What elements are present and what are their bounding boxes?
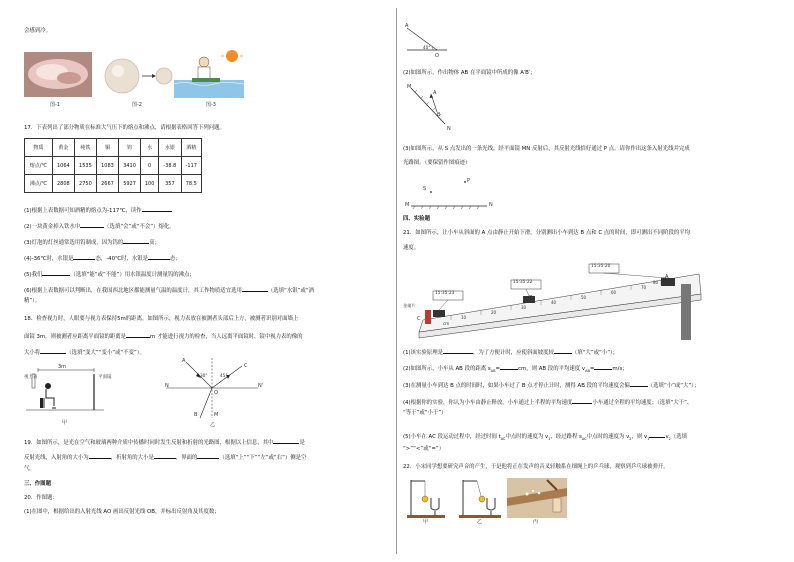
table-cell: 3410 (119, 157, 141, 175)
table-header-cell: 黄金 (52, 139, 74, 157)
table-cell: 78.5 (181, 175, 201, 193)
table-cell: 1083 (96, 157, 118, 175)
right-column (403, 0, 773, 562)
point-o-label: O (435, 53, 439, 59)
ruler-tick-label: 60 (611, 290, 617, 295)
q17-sub2: (2)一块黄金掉入铁水中 （选填“会”或“不会”）熔化。 (24, 224, 175, 230)
table-cell: 2750 (74, 175, 96, 193)
incline-figure (411, 260, 711, 340)
point-b-label: B (529, 295, 533, 301)
q18-line1: 18．检查视力时，人眼要与视力表保持5m的距离。如图所示，视力表放在被测者头部后上方，被测者识别对面墙上 (24, 316, 299, 322)
table-cell: 熔点/℃ (25, 157, 53, 175)
table-cell: 357 (159, 175, 181, 193)
drum-figure-bing (507, 478, 567, 518)
q17-sub6: (6)根据上表数据可以判断出，在我国西北地区都能测量气温的温度计，其工作物质适宜选用 （选填“水银”或“酒 (24, 288, 314, 294)
q17-sub6-tail: 精”）。 (24, 298, 41, 304)
target-point-p: P (467, 178, 471, 184)
object-point-b: B (437, 112, 441, 118)
q21-sub5: (5)小车在 AC 段运动过程中，经过时间 $t_{AC}$中点时的速度为 $v_1$，经过路程 $s_{AC}$中点时的速度为 $v_2$，则 $v_1$ $v_2$（选填 (403, 434, 688, 442)
q20-part3-line1: (3)如图所示，从 S 点发出的一条光线，经平面镜 MN 反射后，其反射光线恰好通过 P 点。请你作出这条入射光线并完成 (403, 146, 690, 152)
column-divider (396, 8, 397, 554)
point-a-label: A (665, 274, 669, 280)
refraction-caption: 乙 (210, 422, 216, 428)
point-m-label: M (214, 412, 219, 418)
figure-caption-yi: 乙 (477, 519, 483, 525)
table-header-cell: 物质 (25, 139, 53, 157)
ray-label-c: C (244, 363, 248, 369)
q19-line3: 气。 (24, 466, 35, 472)
q20-part3-line2: 光路图。（要保留作图痕迹） (403, 160, 471, 166)
table-header-row (25, 139, 202, 157)
point-o-label: O (214, 390, 218, 396)
table-cell: 2808 (52, 175, 74, 193)
q21-sub2: (2)如图所示，小车从 AB 段的距离 $s_{AB}=$ cm，则 AB 段的平均速度 $v_{AB}= m/s$； (403, 366, 628, 374)
sp-mirror-figure (403, 176, 493, 214)
normal-n-label: N (165, 383, 169, 389)
angle-45-label: 45° (220, 373, 228, 378)
melting-boiling-table (24, 138, 202, 193)
tuning-fork-figure-jia (407, 478, 445, 518)
q21-sub3: (3)在测量小车到达 B 点的时间时，如果小车过了 B 点才停止计时，测得 AB 段的平均速度会偏 （选填“小”或“大”）； (403, 383, 700, 389)
clock-a-time: 15:35:20 (591, 264, 611, 269)
ray-label-b: B (194, 412, 198, 418)
eye-test-distance-label: 3m (58, 364, 67, 370)
figure-caption-jia: 甲 (423, 519, 429, 525)
intro-tail: 会感到冷。 (24, 28, 51, 34)
mirror-label: 平面镜 (98, 375, 112, 380)
normal-n-prime-label: N' (258, 383, 264, 389)
table-cell: -38.8 (159, 157, 181, 175)
q22-stem: 22．小宋同学想要研究声音的产生，于是他将正在发声的音叉轻触系在细绳上的乒乓球，观察到乒乓球被弹开。 (403, 464, 669, 470)
q21-sub5-tail: “>”“<”或“=”） (403, 446, 445, 452)
reflection-figure (403, 22, 449, 60)
figure-caption-bing: 丙 (533, 519, 539, 525)
table-cell: 沸点/℃ (25, 175, 53, 193)
ruler-tick-label: 40 (551, 300, 557, 305)
angle-40-label: 40° (423, 45, 431, 50)
table-header-cell: 纯铁 (74, 139, 96, 157)
incident-point-a: A (405, 23, 409, 29)
ruler-tick-label: 20 (491, 310, 497, 315)
table-cell: 100 (141, 175, 159, 193)
figure-1-image (24, 52, 92, 97)
q19-line2: 反射光线，入射角的大小为 ，折射角的大小是 ，界面的 （选填“上”“下”“左”或“右”）侧是空 (24, 455, 307, 461)
tuning-fork-figure-yi (459, 478, 501, 518)
q20-part2: (2)如图所示，作出物体 AB 在平面镜中所成的像 A′B′； (403, 70, 536, 76)
clock-b-time: 15:35:22 (513, 280, 533, 285)
q20-heading: 20．作图题： (24, 495, 58, 501)
table-row (25, 175, 202, 193)
q21-sub4: (4)根据你的实验，你认为小车由静止释放，小车通过上半程的平均速度 小车通过全程的平均速度；（选填“大于”、 (403, 400, 693, 406)
ruler-tick-label: 70 (641, 285, 647, 290)
q17-sub1: (1)根据上表数据可知酒精的熔点为-117℃，读作 (24, 206, 172, 215)
q17-sub3: (3)灯泡的灯丝通常选用钨制成，因为钨的 高； (24, 240, 161, 246)
ruler-tick-label: 30 (521, 305, 527, 310)
q21-line1: 21．如图所示，让小车从斜面的 A 点由静止开始下滑，分别测出小车到达 B 点和 C 点的时间，即可测出不同阶段的平均 (403, 230, 691, 236)
q18-line3: 大小将 （选填“变大”“变小”或“不变”）。 (24, 350, 145, 356)
source-point-s: S (423, 186, 427, 192)
q18-line2: 面镜 3m，则被测者应距离平面镜的距离是 m 才能进行视力的检查，当人远离平面镜时，镜中视力表的像的 (24, 334, 303, 340)
figure-2-caption: 图-2 (132, 102, 142, 108)
q21-sub4-tail: “等于”或“小于”） (403, 410, 447, 416)
figure-3-image (174, 48, 244, 98)
mirror-end-m: M (405, 202, 410, 208)
ruler-unit-label: cm (443, 321, 450, 326)
eye-test-figure (24, 362, 116, 420)
figure-2-image (104, 56, 174, 96)
object-point-a: A (433, 90, 437, 96)
table-header-cell: 水银 (159, 139, 181, 157)
q21-line2: 速度。 (403, 245, 420, 251)
q17-sub5: (5)我们 （选填“能”或“不能”）用水银温度计测量钨的沸点； (24, 272, 195, 278)
mirror-end-n: N (447, 126, 451, 132)
q17-stem: 17．下表列出了部分物质在标准大气压下的熔点和沸点，请根据表格回答下列问题。 (24, 125, 225, 131)
table-cell: 2667 (96, 175, 118, 193)
table-cell: -117 (181, 157, 201, 175)
mirror-end-n: N (489, 202, 493, 208)
q19-line1: 19．如图所示，是光在空气和玻璃两种介质中传播时同时发生反射和折射的光路图，根据以上信息，其中 是 (24, 440, 305, 446)
ruler-tick-label: 10 (461, 315, 467, 320)
figure-3-caption: 图-3 (206, 102, 216, 108)
q20-part1: (1)在图中，根据给出的入射光线 AO 画出反射光线 OB，并标出反射角及其度数； (24, 509, 220, 515)
ray-label-a: A (182, 358, 186, 364)
table-header-cell: 铜 (96, 139, 118, 157)
ruler-tick-label: 50 (581, 295, 587, 300)
angle-30-label: 30° (200, 373, 208, 378)
table-header-cell: 酒精 (181, 139, 201, 157)
ruler-tick-label: 80 (653, 280, 659, 285)
table-row (25, 157, 202, 175)
table-header-cell: 水 (141, 139, 159, 157)
figure-1-caption: 图-1 (50, 102, 60, 108)
mirror-end-m: M (407, 84, 412, 90)
table-cell: 0 (141, 157, 159, 175)
eye-test-caption: 甲 (62, 420, 68, 426)
table-cell: 1535 (74, 157, 96, 175)
section-3-heading: 三、作图题 (24, 481, 51, 487)
point-c-label: C (417, 316, 421, 322)
table-cell: 5927 (119, 175, 141, 193)
q17-sub4: (4)-36℃时，水银是 态，-40℃时，水银是 态； (24, 256, 181, 262)
metal-plate-label: 金属片 (403, 303, 416, 308)
table-cell: 1064 (52, 157, 74, 175)
table-header-cell: 钨 (119, 139, 141, 157)
clock-c-time: 15:35:23 (435, 291, 455, 296)
left-column (24, 0, 386, 562)
q21-sub1: (1)该实验原理是 ，为了方便计时，应使斜面坡度较 （填“大”或“小”）； (403, 350, 619, 356)
eye-chart-label: 视力表 (24, 375, 38, 380)
section-4-heading: 四、实验题 (403, 216, 430, 222)
